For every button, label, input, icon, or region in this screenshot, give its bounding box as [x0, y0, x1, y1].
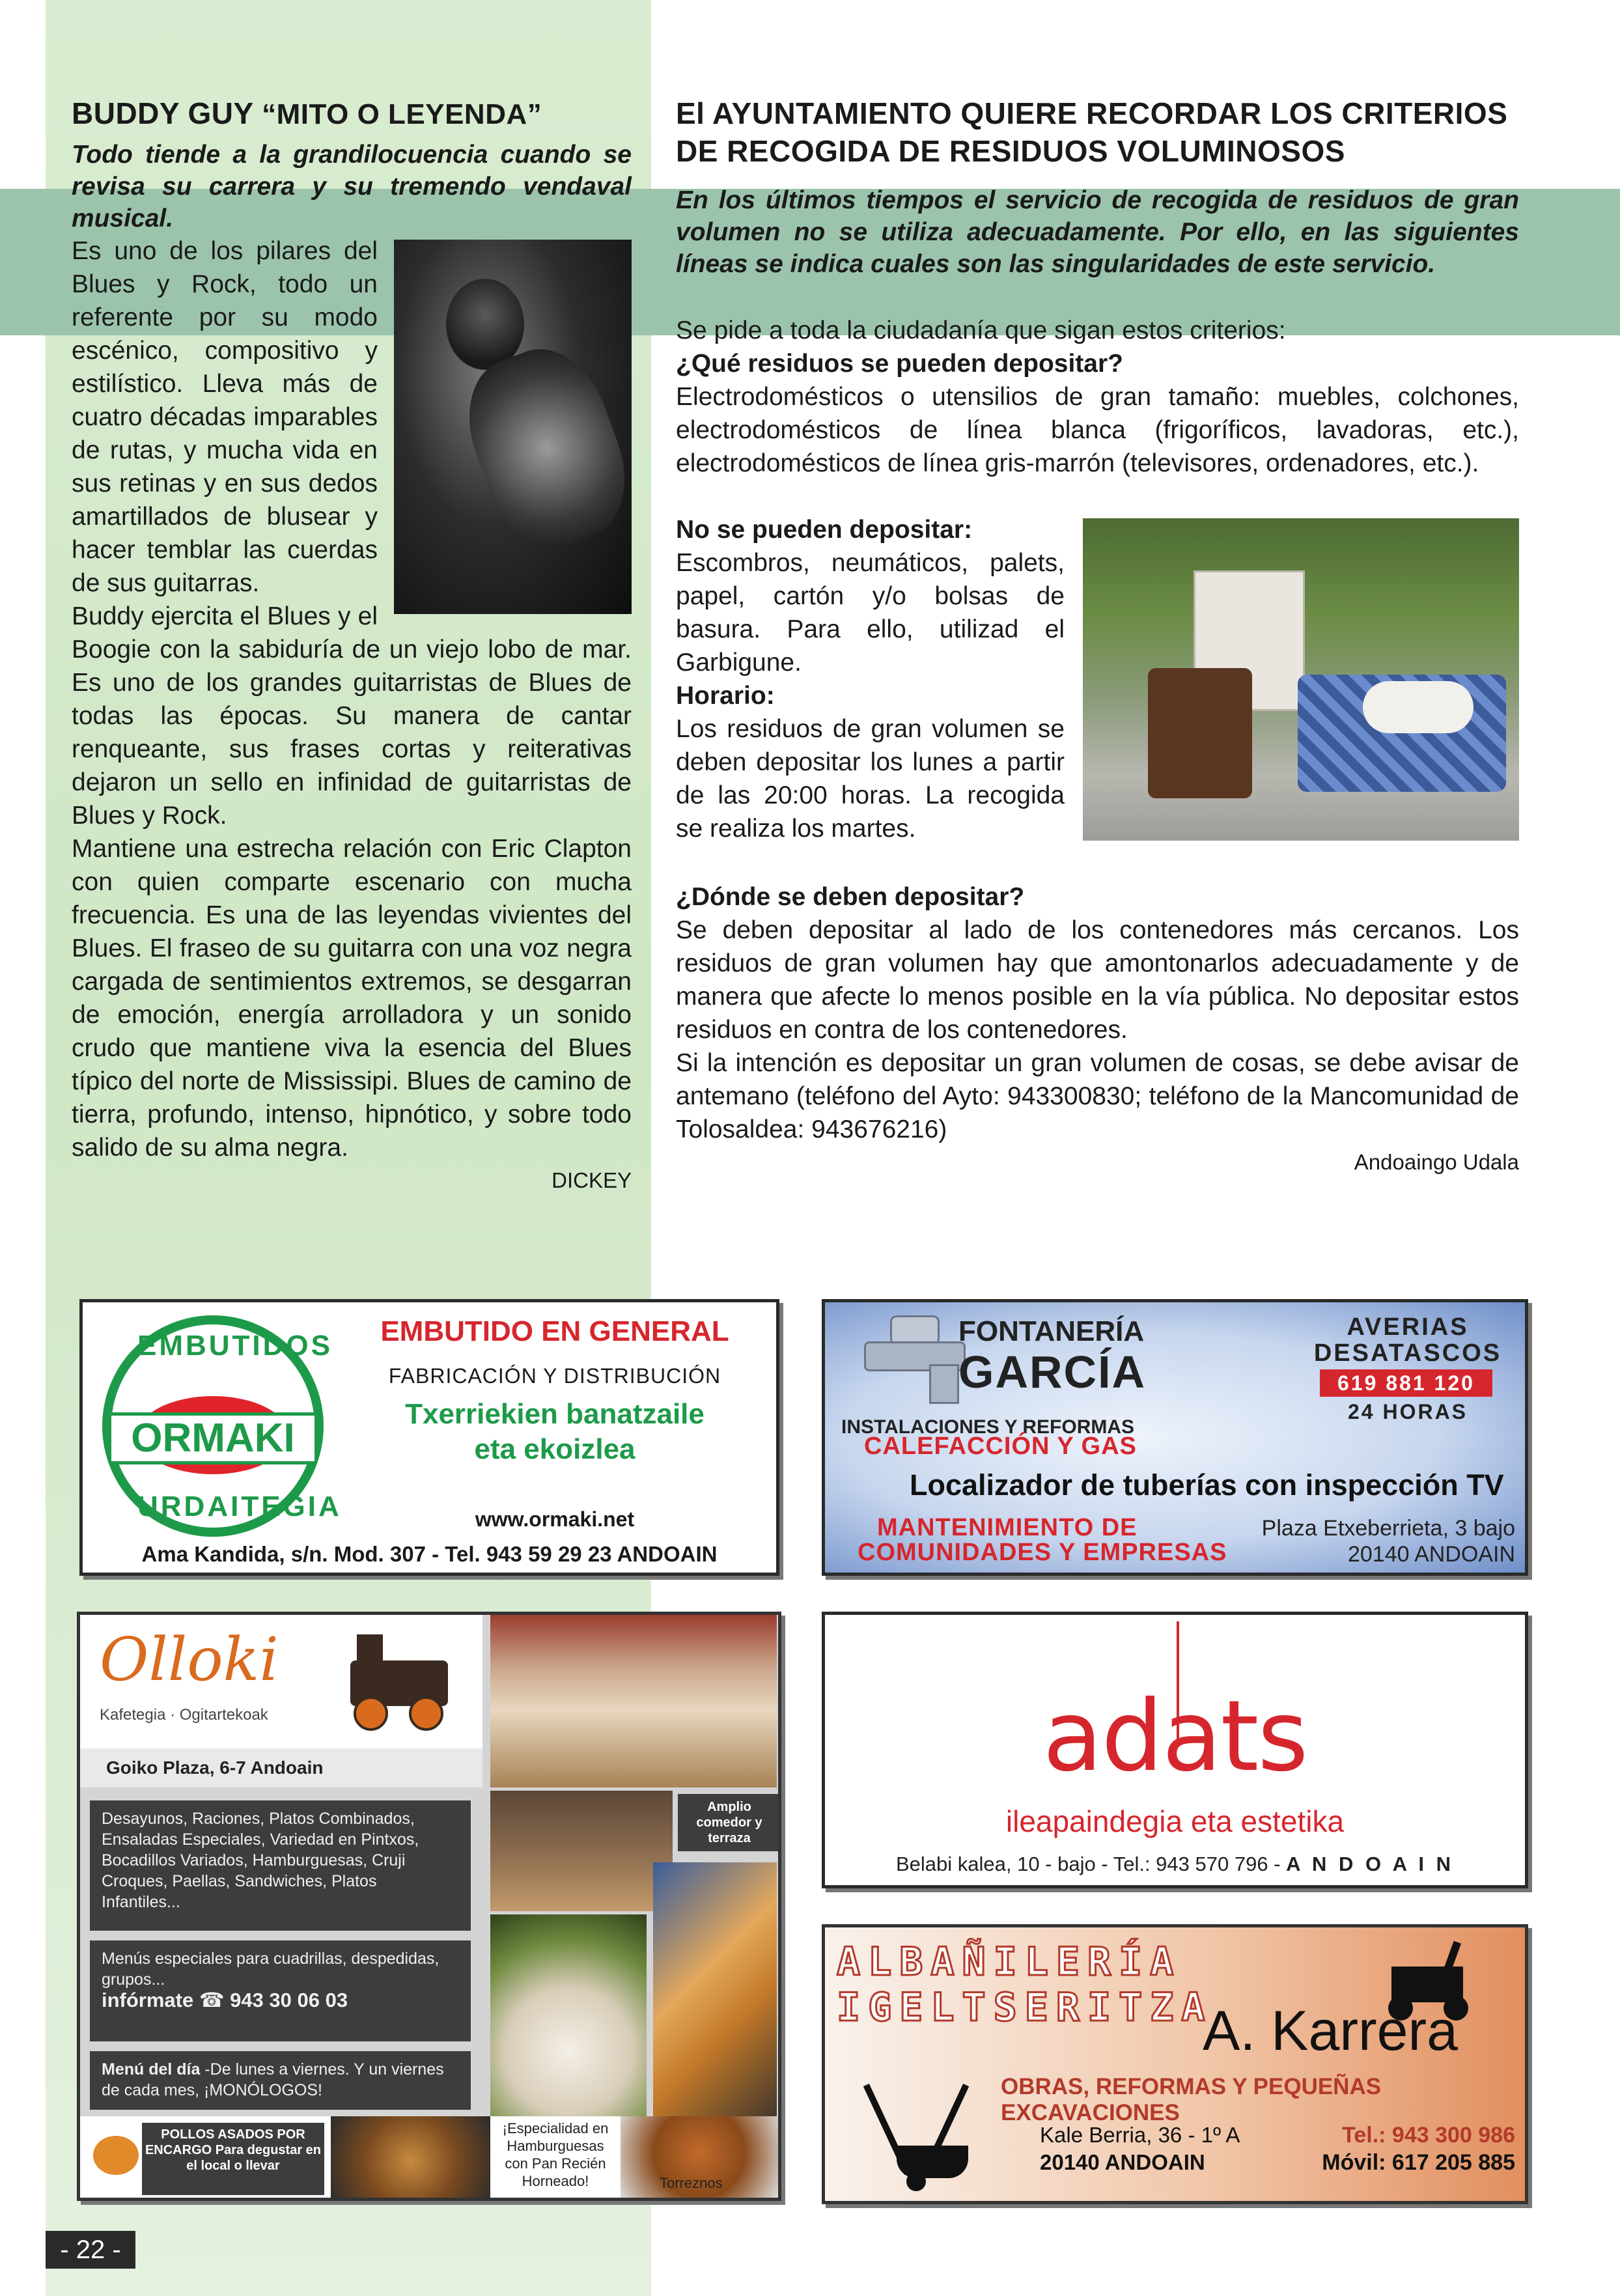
olloki-dish-photo	[490, 1914, 647, 2142]
spacer	[676, 480, 1519, 513]
article-residuos	[676, 94, 1519, 1175]
fontaneria-averias	[1307, 1314, 1509, 1366]
article1-body	[72, 234, 632, 1164]
bulky-waste-photo	[1083, 518, 1519, 841]
buddy-guy-photo	[394, 240, 632, 614]
olloki-group-text: Menús especiales para cuadrillas, despedidas, grupos...	[102, 1950, 440, 1989]
olloki-terrace-photo	[490, 1615, 777, 1787]
olloki-bottom-strip	[80, 2116, 778, 2198]
fontaneria-postcode: 20140 ANDOAIN	[1347, 1542, 1515, 1567]
article2-title: El AYUNTAMIENTO QUIERE RECORDAR LOS CRITERIOS DE RECOGIDA DE RESIDUOS VOLUMINOSOS	[676, 96, 1508, 168]
photo-dog	[1363, 681, 1473, 733]
article1-paragraph: Buddy ejercita el Blues y el Boogie con la sabiduría de un viejo lobo de mar. Es uno de los grandes guitarristas de Blues de todas las épocas. Su manera de cantar renqueante, sus frases cortas y reiterativas dejaron un sello en infinidad de guitarristas de Blues y Rock.	[72, 602, 632, 830]
photo-chair	[1148, 668, 1252, 798]
ad-olloki	[77, 1612, 781, 2201]
fontaneria-title: FONTANERÍA	[958, 1315, 1145, 1347]
olloki-especialidad: ¡Especialidad en Hamburguesas con Pan Recién Horneado!	[502, 2120, 609, 2189]
olloki-daily-label: Menú del día	[102, 2060, 201, 2079]
olloki-logo: Olloki	[100, 1625, 279, 1694]
article2-answer: Electrodomésticos o utensilios de gran tamaño: muebles, colchones, electrodomésticos de línea blanca (frigoríficos, lavadoras, etc.), electrodomésticos de línea gris-marrón (televisores, ordenadores, etc.).	[676, 383, 1519, 477]
ormaki-ring-bottom: URDAITEGIA	[137, 1491, 342, 1522]
fontaneria-hours: 24 HORAS	[1347, 1400, 1468, 1423]
article1-lead: Todo tiende a la grandilocuencia cuando se revisa su carrera y su tremendo vendaval musical.	[72, 141, 632, 232]
fontaneria-name: GARCÍA	[958, 1347, 1147, 1397]
roast-chicken-icon	[93, 2136, 139, 2175]
ormaki-ring-top: EMBUTIDOS	[137, 1330, 333, 1362]
karrera-slogan: OBRAS, REFORMAS Y PEQUEÑAS EXCAVACIONES	[1001, 2074, 1382, 2125]
fontaneria-locator: Localizador de tuberías con inspección TV	[910, 1468, 1504, 1502]
article2-question: ¿Qué residuos se pueden depositar?	[676, 350, 1123, 378]
olloki-pollos: POLLOS ASADOS POR ENCARGO Para degustar en el local o llevar	[142, 2123, 324, 2195]
ormaki-basque-2: eta ekoizlea	[474, 1433, 635, 1465]
fontaneria-installations: INSTALACIONES Y REFORMAS	[841, 1416, 1135, 1438]
article1-paragraph: Mantiene una estrecha relación con Eric Clapton con quien comparte escenario con mucha frecuencia. Es una de las leyendas vivientes del Blues. El fraseo de su guitarra con una voz negra cargada de sentimientos extremos, se desgarran de emoción, energía arrolladora y un sonido crudo que mantiene viva la esencia del Blues típico del norte de Mississipi. Blues de camino de tierra, profundo, intenso, hipnótico, y sobre todo salido de su alma negra.	[72, 835, 632, 1162]
olloki-amplio: Amplio comedor y terraza	[678, 1794, 781, 1851]
ad-fontaneria-garcia	[822, 1299, 1528, 1576]
adats-address	[825, 1853, 1525, 1876]
fontaneria-maint-1: MANTENIMIENTO DE	[877, 1514, 1138, 1541]
adats-town: A N D O A I N	[1286, 1853, 1455, 1875]
adats-subtitle: ileapaindegia eta estetika	[1005, 1804, 1345, 1838]
olloki-group-menus	[90, 1940, 471, 2041]
olloki-daily-menu	[90, 2051, 471, 2110]
train-icon	[337, 1634, 461, 1719]
article2-question: ¿Dónde se deben depositar?	[676, 883, 1025, 911]
olloki-burger-photo	[331, 2116, 490, 2198]
fontaneria-phone: 619 881 120	[1320, 1369, 1492, 1397]
article1-signature: DICKEY	[552, 1168, 632, 1192]
olloki-sandwich-photo	[653, 1862, 777, 2142]
page-number: - 22 -	[46, 2231, 135, 2269]
article1-title-main: BUDDY GUY	[72, 96, 253, 130]
article2-answer: Se deben depositar al lado de los contenedores más cercanos. Los residuos de gran volumen hay que amontonarlos adecuadamente y de manera que afecte lo menos posible en la vía pública. No depositar estos residuos en contra de los contenedores.	[676, 916, 1519, 1044]
olloki-header	[80, 1615, 482, 1748]
adats-logo: adats	[1042, 1680, 1307, 1793]
article-buddy-guy	[72, 94, 632, 1193]
olloki-torreznos-photo	[621, 2116, 778, 2198]
ormaki-logo	[102, 1315, 342, 1537]
spacer	[676, 847, 1519, 880]
article1-paragraph: Es uno de los pilares del Blues y Rock, todo un referente por su modo escénico, compositivo y estilístico. Lleva más de cuatro décadas imparables de rutas, y mucha vida en sus retinas y en sus dedos amartillados de blusear y hacer temblar las cuerdas de sus guitarras.	[72, 237, 378, 597]
averias-label: AVERIAS	[1347, 1313, 1469, 1341]
article2-lead: En los últimos tiempos el servicio de recogida de residuos de gran volumen no se utiliza adecuadamente. Por ello, en las siguientes líneas se indica cuales son las singularidades de este servicio.	[676, 186, 1519, 278]
ormaki-headline: EMBUTIDO EN GENERAL	[380, 1315, 729, 1347]
ormaki-sub: FABRICACIÓN Y DISTRIBUCIÓN	[388, 1364, 721, 1388]
karrera-postcode: 20140 ANDOAIN	[1040, 2150, 1205, 2174]
fontaneria-maint-2: COMUNIDADES Y EMPRESAS	[858, 1539, 1227, 1566]
karrera-name: A. Karrera	[1203, 2000, 1458, 2062]
karrera-tel: Tel.: 943 300 986	[1342, 2123, 1515, 2148]
ormaki-url: www.ormaki.net	[475, 1507, 635, 1531]
ad-karrera	[822, 1924, 1528, 2204]
tap-icon	[851, 1315, 968, 1400]
olloki-subtitle: Kafetegia · Ogitartekoak	[100, 1706, 268, 1724]
ormaki-basque-1: Txerriekien banatzaile	[405, 1398, 705, 1430]
article1-title-quote: “MITO O LEYENDA”	[262, 98, 542, 130]
olloki-phone: infórmate ☎ 943 30 06 03	[102, 1989, 348, 2011]
ad-adats	[822, 1612, 1528, 1888]
karrera-street: Kale Berria, 36 - 1º A	[1040, 2123, 1240, 2147]
article1-title	[72, 94, 632, 133]
article2-answer: Si la intención es depositar un gran volumen de cosas, se debe avisar de antemano (teléfono del Ayto: 943300830; teléfono de la Mancomunidad de Tolosaldea: 943676216)	[676, 1049, 1519, 1143]
desatascos-label: DESATASCOS	[1313, 1339, 1502, 1367]
karrera-phones	[1307, 2121, 1515, 2176]
karrera-line1: ALBAÑILERÍA	[837, 1939, 1182, 1985]
article2-intro: Se pide a toda la ciudadanía que sigan estos criterios:	[676, 316, 1286, 344]
olloki-daily-text: -De lunes a viernes. Y un viernes de cada mes, ¡MONÓLOGOS!	[102, 2060, 444, 2099]
ormaki-basque	[346, 1397, 763, 1467]
article2-body	[676, 314, 1519, 1146]
olloki-dining-photo	[490, 1791, 673, 1911]
article2-answer: Los residuos de gran volumen se deben depositar los lunes a partir de las 20:00 horas. La recogida se realiza los martes.	[676, 715, 1065, 843]
ad-ormaki	[79, 1299, 779, 1576]
karrera-mobile: Móvil: 617 205 885	[1322, 2150, 1515, 2175]
karrera-line2: IGELTSERITZA	[837, 1985, 1213, 2030]
fontaneria-heating: CALEFACCIÓN Y GAS	[864, 1433, 1137, 1460]
article2-question: Horario:	[676, 682, 775, 710]
adats-address-text: Belabi kalea, 10 - bajo - Tel.: 943 570 796 -	[895, 1853, 1281, 1875]
shovel-wheelbarrow-icon	[871, 2074, 981, 2198]
olloki-torreznos-label: Torreznos	[660, 2175, 723, 2191]
article2-question: No se pueden depositar:	[676, 516, 973, 544]
fontaneria-street: Plaza Etxeberrieta, 3 bajo	[1261, 1516, 1515, 1541]
olloki-address: Goiko Plaza, 6-7 Andoain	[80, 1748, 482, 1787]
article2-answer: Escombros, neumáticos, palets, papel, cartón y/o bolsas de basura. Para ello, utilizad el Garbigune.	[676, 549, 1065, 677]
ormaki-address: Ama Kandida, s/n. Mod. 307 - Tel. 943 59 29 23 ANDOAIN	[141, 1542, 718, 1566]
olloki-menu-list: Desayunos, Raciones, Platos Combinados, Ensaladas Especiales, Variedad en Pintxos, Bocadillos Variados, Hamburguesas, Cruji Croques, Paellas, Sandwiches, Platos Infantiles...	[90, 1800, 471, 1931]
article2-signature: Andoaingo Udala	[1354, 1150, 1519, 1174]
karrera-address	[1040, 2121, 1240, 2176]
ormaki-brand: ORMAKI	[111, 1412, 314, 1464]
